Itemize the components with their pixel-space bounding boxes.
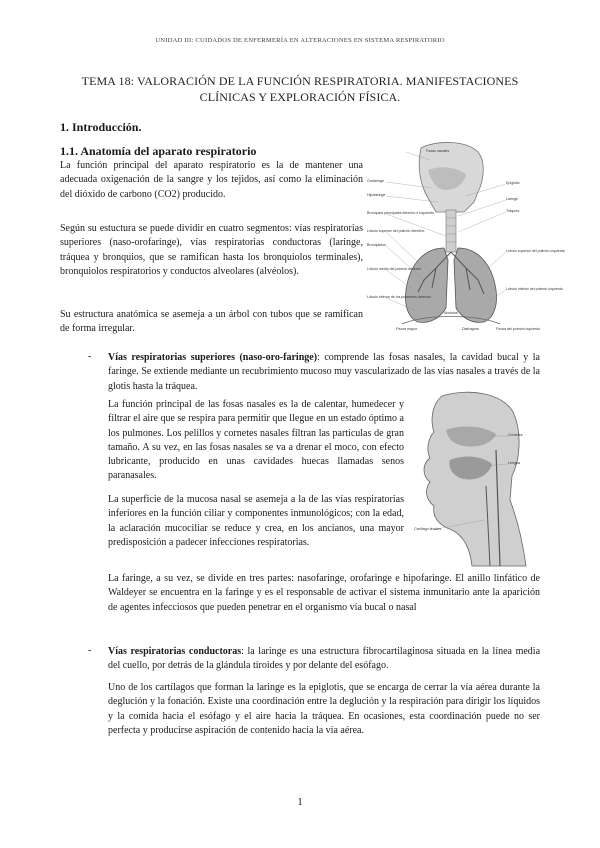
label-bronquios: Bronquios principales derecho e izquierdo [367,211,434,215]
running-header: UNIDAD III: CUIDADOS DE ENFERMERÍA EN ALTERACIONES EN SISTEMA RESPIRATORIO [155,37,445,44]
subsection-heading: 1.1. Anatomía del aparato respiratorio [60,144,257,158]
head-sagittal-figure [412,390,540,568]
page-number: 1 [297,796,303,808]
label-lobulo-medio: Lóbulo medio del pulmón derecho [367,267,422,271]
bullet-symbol: - [88,351,92,362]
label-laringe: Laringe [506,197,518,201]
label-lengua: Lengua [508,461,520,465]
paragraph-segments: Según su estuctura se puede dividir en cuatro segmentos: vías respiratorias superiores (naso-orofaringe), vías respiratorias conductoras (laringe, tráquea y bronquios, que se ramifican hasta los bronquiolos terminales), bronquiolos respiratorios y conductos alveolares (alvéolos). [60,223,363,277]
section-heading: 1. Introducción. [60,120,142,134]
respiratory-system-figure [366,140,565,332]
bullet-symbol-2: - [88,645,92,656]
label-cornetes: Cornetes [508,433,523,437]
bullet-upper-airways [108,351,540,394]
bullet-conducting-airways [108,645,540,674]
paragraph-nasal-function: La función principal de las fosas nasales es la de calentar, humedecer y filtrar el aire que se respira para permitir que llegue en un estado óptimo a los pulmones. Los pelillos y cornetes nasales filtran las partículas de gran tamaño. A su vez, en las fosas nasales se va a drenar el moco, con efecto lubricante, producido en unas cavidades huecas llamadas senos paranasales. [108,399,404,482]
label-hipofaringe: Hipofaringe [367,193,386,197]
label-lobulo-sup: Lóbulo superior del pulmón derecho [367,229,425,233]
page-title [60,73,540,105]
label-fisura: Fisura mayor [396,327,417,331]
paragraph-mucosa: La superficie de la mucosa nasal se asemeja a la de las vías respiratorias inferiores en la función ciliar y componentes inmunológicos; con la edad, la aclaración mucociliar se reduce y crea, en los ancianos, una mayor predisposición a padecer infecciones respiratorias. [108,494,404,548]
label-orofaringe: Orofaringe [367,179,384,183]
label-traquea: Tráquea [506,209,520,213]
paragraph-function: La función principal del aparato respiratorio es la de mantener una adecuada oxigenación de la sangre y los tejidos, así como la eliminación del dióxido de carbono (CO2) producido. [60,160,363,200]
label-fisura-izq: Fisura del pulmón izquierdo [496,327,541,331]
label-lobulo-sup-izq: Lóbulo superior del pulmón izquierdo [506,249,565,253]
label-bronquiolos: Bronquiolos [367,243,386,247]
label-lobulo-inf: Lóbulo inferior de los pulmones derecho [367,295,431,299]
paragraph-structure: Su estructura anatómica se asemeja a un árbol con tubos que se ramifican de forma irregular. [60,309,363,335]
bullet-upper-airways-text: : comprende las fosas nasales, la cavidad bucal y la faringe. Se extiende mediante un recubrimiento mucoso muy vascularizado de las vías nasales a través de la glotis hasta la tráquea. [108,352,540,392]
title-line-2: CLÍNICAS Y EXPLORACIÓN FÍSICA. [199,90,401,104]
bullet-upper-airways-lead: Vías respiratorias superiores (naso-oro-faringe) [108,352,318,363]
label-diafragma: Diafragma [462,327,479,331]
bullet-conducting-airways-lead: Vías respiratorias conductoras [108,646,242,657]
label-alveolos: Alvéolos [444,311,458,315]
paragraph-pharynx: La faringe, a su vez, se divide en tres partes: nasofaringe, orofaringe e hipofaringe. El anillo linfático de Waldeyer se encuentra en la faringe y es el responsable de activar el sistema inmunitario ante la aparición de agentes infecciosos que pueden penetrar en el organismo vía bucal o nasal [108,573,540,613]
label-fosas: Fosas nasales [426,149,450,153]
label-lobulo-inf-izq: Lóbulo inferior del pulmón izquierdo [506,287,563,291]
label-cartilago: Cartílago tiroides [414,527,442,531]
title-line-1: TEMA 18: VALORACIÓN DE LA FUNCIÓN RESPIRATORIA. MANIFESTACIONES [81,74,519,88]
paragraph-epiglottis: Uno de los cartílagos que forman la laringe es la epiglotis, que se encarga de cerrar la vía aérea durante la deglución y la fonación. Existe una coordinación entre la deglución y la respiración para dirigir los líquidos y la comida hacia el esófago y el aire hacia la tráquea. En ocasiones, esta coordinación puede no ser perfecta y producirse aspiración de contenido hacia la vía aérea. [108,682,540,736]
bullet-conducting-airways-text: : la laringe es una estructura fibrocartilaginosa situada en la línea media del cuello, por detrás de la glándula tiroides y por delante del esófago. [108,646,541,672]
label-epiglotis: Epiglotis [506,181,520,185]
